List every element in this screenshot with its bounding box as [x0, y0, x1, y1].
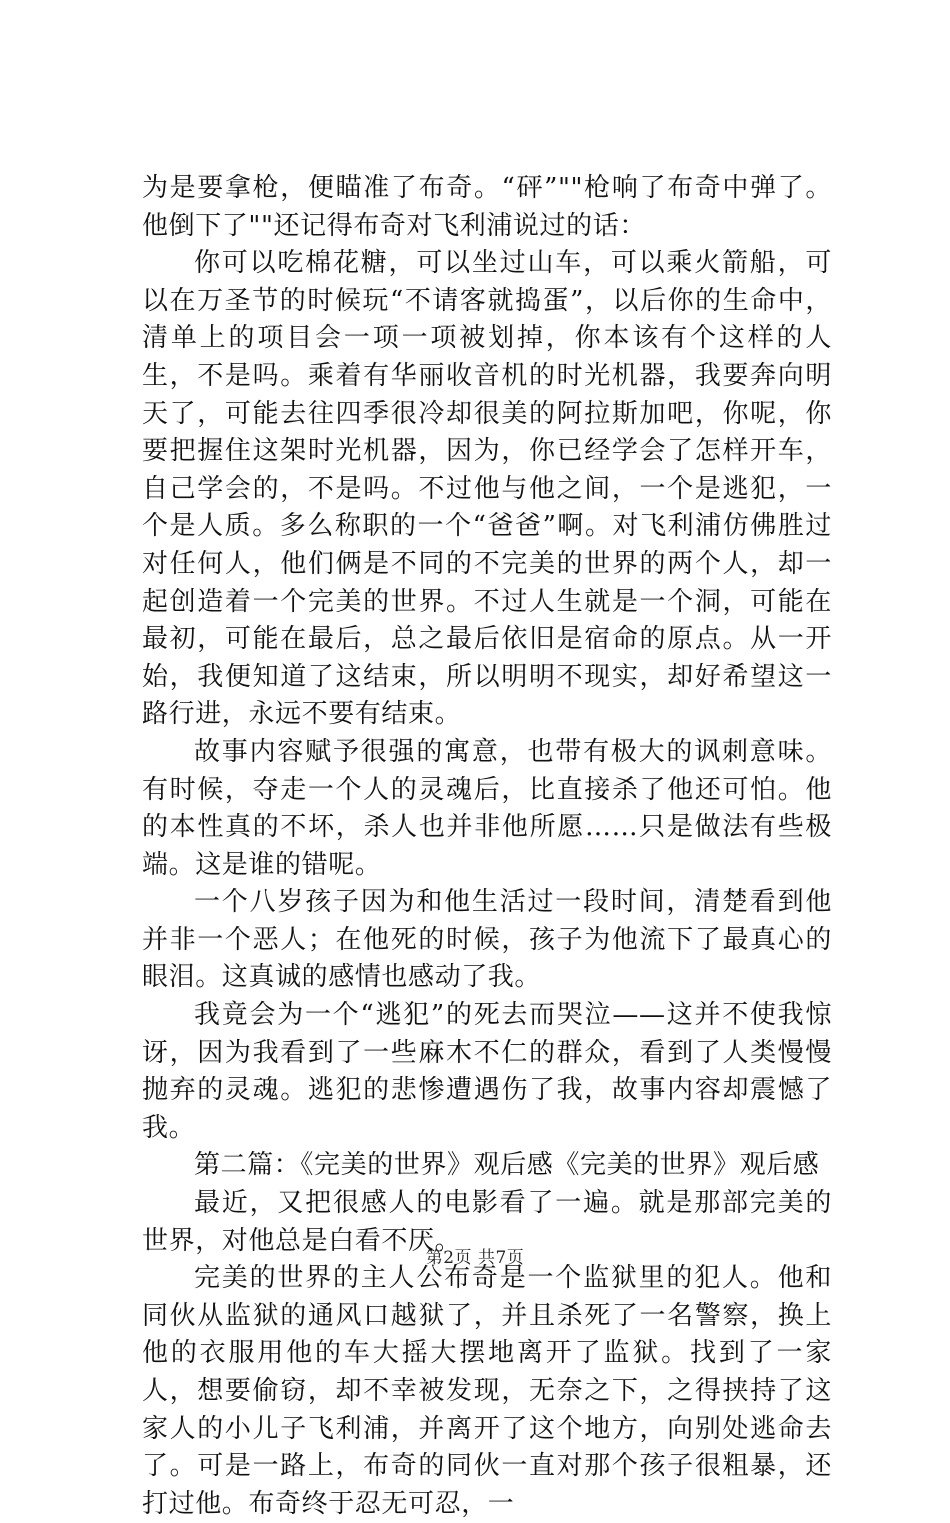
- paragraph: 我竟会为一个“逃犯”的死去而哭泣——这并不使我惊讶，因为我看到了一些麻木不仁的群众，看到了人类慢慢抛弃的灵魂。逃犯的悲惨遭遇伤了我，故事内容却震憾了我。: [142, 1000, 832, 1143]
- document-body: [142, 170, 832, 1523]
- paragraph: 为是要拿枪，便瞄准了布奇。“砰”""枪响了布奇中弹了。他倒下了""还记得布奇对飞利浦说过的话：: [142, 173, 832, 241]
- section-heading: 第二篇：《完美的世界》观后感《完美的世界》观后感: [194, 1150, 820, 1181]
- paragraph: 最近，又把很感人的电影看了一遍。就是那部完美的世界，对他总是白看不厌。: [142, 1188, 832, 1256]
- page-number-footer: 第2页 共7页: [425, 1248, 525, 1268]
- paragraph: 你可以吃棉花糖，可以坐过山车，可以乘火箭船，可以在万圣节的时候玩“不请客就捣蛋”，以后你的生命中，清单上的项目会一项一项被划掉，你本该有个这样的人生，不是吗。乘着有华丽收音机的时光机器，我要奔向明天了，可能去往四季很冷却很美的阿拉斯加吧，你呢，你要把握住这架时光机器，因为，你已经学会了怎样开车，自己学会的，不是吗。不过他与他之间，一个是逃犯，一个是人质。多么称职的一个“爸爸”啊。对飞利浦仿佛胜过对任何人，他们俩是不同的不完美的世界的两个人，却一起创造着一个完美的世界。不过人生就是一个洞，可能在最初，可能在最后，总之最后依旧是宿命的原点。从一开始，我便知道了这结束，所以明明不现实，却好希望这一路行进，永远不要有结束。: [142, 248, 832, 730]
- paragraph: 完美的世界的主人公布奇是一个监狱里的犯人。他和同伙从监狱的通风口越狱了，并且杀死了一名警察，换上他的衣服用他的车大摇大摆地离开了监狱。找到了一家人，想要偷窃，却不幸被发现，无奈之下，之得挟持了这家人的小儿子飞利浦，并离开了这个地方，向别处逃命去了。可是一路上，布奇的同伙一直对那个孩子很粗暴，还打过他。布奇终于忍无可忍，一: [142, 1263, 832, 1519]
- paragraph: 一个八岁孩子因为和他生活过一段时间，清楚看到他并非一个恶人；在他死的时候，孩子为他流下了最真心的眼泪。这真诚的感情也感动了我。: [142, 887, 832, 993]
- paragraph: 故事内容赋予很强的寓意，也带有极大的讽刺意味。有时候，夺走一个人的灵魂后，比直接杀了他还可怕。他的本性真的不坏，杀人也并非他所愿……只是做法有些极端。这是谁的错呢。: [142, 736, 832, 880]
